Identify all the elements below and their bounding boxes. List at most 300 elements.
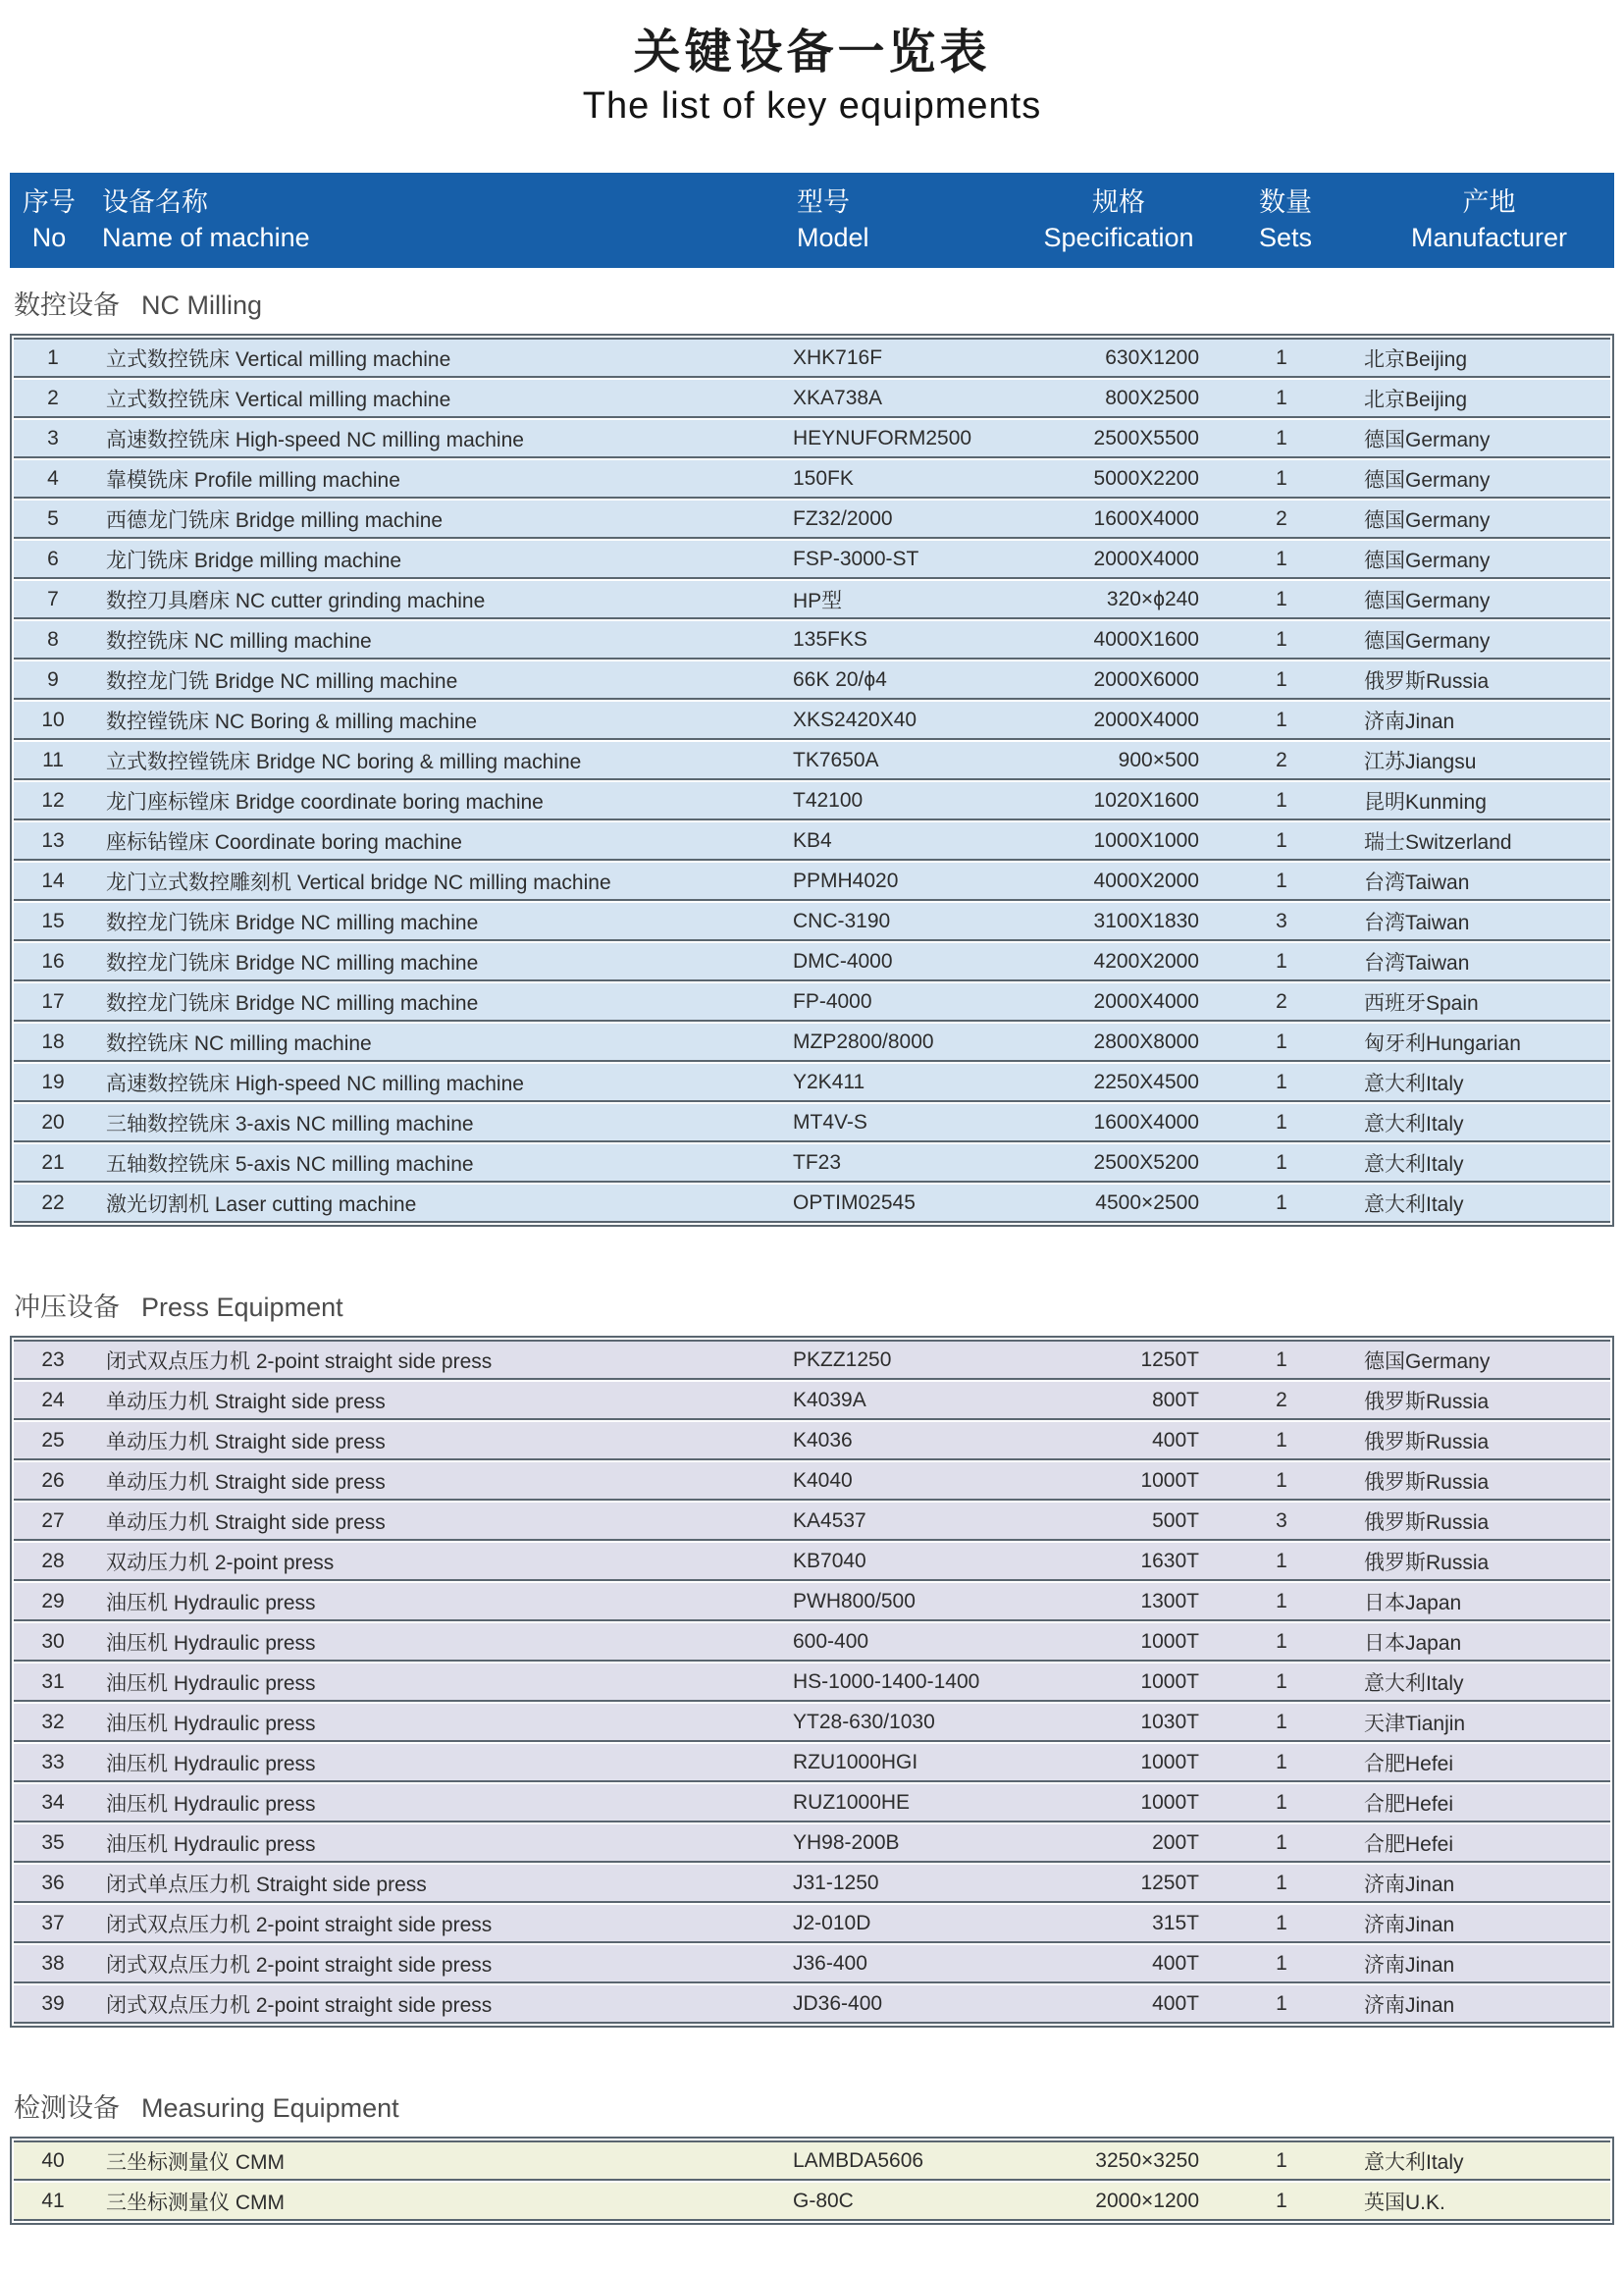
equipment-section <box>10 1286 1614 2028</box>
row-number: 11 <box>42 748 64 771</box>
machine-model: HS-1000-1400-1400 <box>793 1669 980 1693</box>
machine-manufacturer: 天津Tianjin <box>1364 1712 1466 1735</box>
machine-name: 三坐标测量仪 CMM <box>106 2191 285 2214</box>
machine-specification: 800X2500 <box>1105 386 1199 409</box>
machine-specification: 320×ϕ240 <box>1106 587 1199 610</box>
table-header-row <box>10 173 1614 268</box>
machine-name: 西德龙门铣床 Bridge milling machine <box>106 508 444 532</box>
machine-manufacturer: 德国Germany <box>1364 1349 1491 1373</box>
machine-model: XKS2420X40 <box>793 708 917 731</box>
machine-specification: 1000T <box>1140 1790 1199 1814</box>
machine-name: 双动压力机 2-point press <box>106 1551 335 1574</box>
machine-sets: 1 <box>1276 949 1287 973</box>
page-title: 关键设备一览表 <box>633 26 991 79</box>
header-no-en: No <box>31 222 67 252</box>
header-model <box>785 185 1030 254</box>
machine-sets: 1 <box>1276 2148 1287 2172</box>
machine-sets: 2 <box>1276 1388 1287 1411</box>
machine-name: 数控龙门铣床 Bridge NC milling machine <box>106 951 479 975</box>
section-label-cn: 数控设备 <box>14 290 120 320</box>
machine-model: FP-4000 <box>793 989 872 1013</box>
section-label-cn: 检测设备 <box>14 2093 120 2123</box>
machine-name: 激光切割机 Laser cutting machine <box>106 1192 417 1216</box>
machine-model: DMC-4000 <box>793 949 893 973</box>
machine-specification: 4500×2500 <box>1095 1190 1199 1214</box>
machine-manufacturer: 意大利Italy <box>1364 1671 1464 1695</box>
machine-sets: 1 <box>1276 1830 1287 1854</box>
machine-sets: 1 <box>1276 1991 1287 2015</box>
machine-manufacturer: 俄罗斯Russia <box>1364 1510 1490 1534</box>
header-no-cn: 序号 <box>23 187 76 218</box>
machine-sets: 1 <box>1276 1871 1287 1894</box>
machine-specification: 4000X2000 <box>1093 869 1199 892</box>
row-number: 20 <box>41 1110 65 1134</box>
machine-specification: 1000T <box>1140 1629 1199 1653</box>
row-number: 22 <box>41 1190 65 1214</box>
table-row <box>14 460 1610 499</box>
machine-manufacturer: 德国Germany <box>1364 629 1491 653</box>
section-label-en: Press Equipment <box>141 1293 343 1322</box>
machine-sets: 1 <box>1276 345 1287 369</box>
machine-manufacturer: 英国U.K. <box>1364 2191 1445 2214</box>
machine-model: TK7650A <box>793 748 879 771</box>
header-spec-en: Specification <box>1043 222 1194 252</box>
machine-model: 135FKS <box>793 627 867 651</box>
machine-name: 五轴数控铣床 5-axis NC milling machine <box>106 1152 474 1176</box>
machine-sets: 2 <box>1276 506 1287 530</box>
machine-model: K4036 <box>793 1428 853 1452</box>
machine-sets: 1 <box>1276 466 1287 490</box>
machine-name: 闭式双点压力机 2-point straight side press <box>106 1993 493 2017</box>
machine-model: J36-400 <box>793 1951 867 1975</box>
header-model-en: Model <box>797 222 869 252</box>
machine-specification: 2000×1200 <box>1095 2189 1199 2212</box>
machine-name: 闭式双点压力机 2-point straight side press <box>106 1913 493 1936</box>
machine-model: J31-1250 <box>793 1871 879 1894</box>
machine-name: 单动压力机 Straight side press <box>106 1430 386 1453</box>
table-row <box>14 2140 1610 2181</box>
machine-specification: 400T <box>1152 1991 1199 2015</box>
row-number: 37 <box>41 1911 65 1934</box>
machine-model: OPTIM02545 <box>793 1190 916 1214</box>
row-number: 21 <box>41 1150 65 1174</box>
machine-manufacturer: 意大利Italy <box>1364 1112 1464 1136</box>
section-label <box>10 2086 1614 2125</box>
machine-name: 单动压力机 Straight side press <box>106 1390 386 1413</box>
header-name <box>88 185 785 254</box>
table-row <box>14 742 1610 780</box>
machine-name: 立式数控铣床 Vertical milling machine <box>106 388 451 411</box>
machine-model: PPMH4020 <box>793 869 899 892</box>
machine-specification: 1030T <box>1140 1710 1199 1733</box>
table-row <box>14 2183 1610 2221</box>
table-row <box>14 1340 1610 1380</box>
machine-specification: 1630T <box>1140 1549 1199 1572</box>
machine-sets: 1 <box>1276 627 1287 651</box>
section-table <box>10 1336 1614 2028</box>
table-row <box>14 863 1610 901</box>
machine-model: LAMBDA5606 <box>793 2148 924 2172</box>
machine-specification: 1250T <box>1140 1347 1199 1371</box>
machine-name: 高速数控铣床 High-speed NC milling machine <box>106 428 524 451</box>
machine-specification: 1000T <box>1140 1750 1199 1773</box>
machine-manufacturer: 俄罗斯Russia <box>1364 1551 1490 1574</box>
machine-sets: 1 <box>1276 1911 1287 1934</box>
machine-manufacturer: 意大利Italy <box>1364 2150 1464 2174</box>
header-sets-cn: 数量 <box>1259 187 1312 218</box>
machine-model: PWH800/500 <box>793 1589 916 1612</box>
machine-manufacturer: 合肥Hefei <box>1364 1752 1454 1775</box>
machine-manufacturer: 西班牙Spain <box>1364 991 1479 1015</box>
table-row <box>14 541 1610 579</box>
machine-model: J2-010D <box>793 1911 871 1934</box>
machine-model: XHK716F <box>793 345 883 369</box>
row-number: 15 <box>41 909 65 932</box>
machine-name: 数控龙门铣床 Bridge NC milling machine <box>106 911 479 934</box>
header-no <box>10 185 88 254</box>
machine-name: 座标钻镗床 Coordinate boring machine <box>106 830 462 854</box>
row-number: 40 <box>41 2148 65 2172</box>
machine-manufacturer: 台湾Taiwan <box>1364 951 1470 975</box>
machine-manufacturer: 德国Germany <box>1364 589 1491 612</box>
section-table <box>10 2137 1614 2225</box>
machine-name: 数控龙门铣 Bridge NC milling machine <box>106 669 458 693</box>
machine-specification: 2250X4500 <box>1093 1070 1199 1093</box>
machine-model: YH98-200B <box>793 1830 900 1854</box>
machine-model: KB7040 <box>793 1549 866 1572</box>
machine-model: T42100 <box>793 788 864 812</box>
machine-specification: 2000X6000 <box>1093 667 1199 691</box>
machine-sets: 1 <box>1276 1468 1287 1492</box>
section-label-cn: 冲压设备 <box>14 1293 120 1322</box>
row-number: 13 <box>41 828 65 852</box>
machine-name: 闭式双点压力机 2-point straight side press <box>106 1349 493 1373</box>
machine-model: MT4V-S <box>793 1110 867 1134</box>
row-number: 32 <box>41 1710 65 1733</box>
machine-specification: 200T <box>1152 1830 1199 1854</box>
section-table <box>10 334 1614 1227</box>
machine-name: 三坐标测量仪 CMM <box>106 2150 285 2174</box>
machine-sets: 1 <box>1276 1070 1287 1093</box>
table-row <box>14 903 1610 941</box>
header-model-cn: 型号 <box>797 187 850 218</box>
machine-manufacturer: 济南Jinan <box>1364 1873 1455 1896</box>
machine-name: 单动压力机 Straight side press <box>106 1470 386 1494</box>
table-row <box>14 983 1610 1022</box>
row-number: 7 <box>47 587 59 610</box>
row-number: 6 <box>47 547 59 570</box>
machine-model: MZP2800/8000 <box>793 1030 934 1053</box>
machine-name: 闭式双点压力机 2-point straight side press <box>106 1953 493 1977</box>
section-label <box>10 1286 1614 1324</box>
row-number: 33 <box>41 1750 65 1773</box>
table-row <box>14 1623 1610 1662</box>
machine-sets: 1 <box>1276 667 1287 691</box>
machine-name: 数控铣床 NC milling machine <box>106 629 372 653</box>
row-number: 3 <box>47 426 59 449</box>
table-row <box>14 1144 1610 1183</box>
machine-sets: 2 <box>1276 748 1287 771</box>
equipment-sections <box>10 284 1614 2225</box>
machine-model: FSP-3000-ST <box>793 547 919 570</box>
machine-specification: 400T <box>1152 1428 1199 1452</box>
row-number: 16 <box>41 949 65 973</box>
machine-specification: 4000X1600 <box>1093 627 1199 651</box>
machine-manufacturer: 匈牙利Hungarian <box>1364 1031 1521 1055</box>
machine-sets: 1 <box>1276 1951 1287 1975</box>
machine-manufacturer: 德国Germany <box>1364 508 1491 532</box>
machine-manufacturer: 俄罗斯Russia <box>1364 1430 1490 1453</box>
header-manufacturer-cn: 产地 <box>1462 187 1516 218</box>
machine-manufacturer: 瑞士Switzerland <box>1364 830 1512 854</box>
machine-specification: 2500X5200 <box>1093 1150 1199 1174</box>
machine-model: G-80C <box>793 2189 854 2212</box>
table-row <box>14 1064 1610 1102</box>
machine-model: FZ32/2000 <box>793 506 893 530</box>
document-page <box>0 14 1624 2225</box>
machine-model: K4040 <box>793 1468 853 1492</box>
machine-name: 油压机 Hydraulic press <box>106 1832 316 1856</box>
machine-manufacturer: 台湾Taiwan <box>1364 871 1470 894</box>
machine-model: CNC-3190 <box>793 909 891 932</box>
row-number: 34 <box>41 1790 65 1814</box>
table-row <box>14 1945 1610 1983</box>
header-sets-en: Sets <box>1258 222 1313 252</box>
machine-sets: 1 <box>1276 1669 1287 1693</box>
machine-sets: 3 <box>1276 1508 1287 1532</box>
equipment-section <box>10 284 1614 1227</box>
row-number: 25 <box>41 1428 65 1452</box>
table-row <box>14 1503 1610 1541</box>
row-number: 35 <box>41 1830 65 1854</box>
machine-sets: 1 <box>1276 1190 1287 1214</box>
machine-sets: 1 <box>1276 1150 1287 1174</box>
machine-model: RUZ1000HE <box>793 1790 911 1814</box>
machine-specification: 2800X8000 <box>1093 1030 1199 1053</box>
row-number: 19 <box>41 1070 65 1093</box>
machine-manufacturer: 意大利Italy <box>1364 1152 1464 1176</box>
machine-model: K4039A <box>793 1388 866 1411</box>
section-label-en: Measuring Equipment <box>141 2093 399 2123</box>
row-number: 29 <box>41 1589 65 1612</box>
row-number: 27 <box>41 1508 65 1532</box>
machine-specification: 800T <box>1152 1388 1199 1411</box>
machine-specification: 500T <box>1152 1508 1199 1532</box>
machine-manufacturer: 济南Jinan <box>1364 710 1455 733</box>
table-row <box>14 338 1610 378</box>
machine-manufacturer: 日本Japan <box>1364 1591 1462 1614</box>
table-row <box>14 1024 1610 1062</box>
machine-model: PKZZ1250 <box>793 1347 892 1371</box>
machine-name: 油压机 Hydraulic press <box>106 1671 316 1695</box>
machine-sets: 3 <box>1276 909 1287 932</box>
machine-specification: 1250T <box>1140 1871 1199 1894</box>
table-row <box>14 1865 1610 1903</box>
machine-manufacturer: 合肥Hefei <box>1364 1832 1454 1856</box>
machine-sets: 1 <box>1276 1790 1287 1814</box>
machine-manufacturer: 昆明Kunming <box>1364 790 1487 814</box>
table-row <box>14 1543 1610 1581</box>
row-number: 8 <box>47 627 59 651</box>
row-number: 2 <box>47 386 59 409</box>
machine-sets: 2 <box>1276 989 1287 1013</box>
machine-specification: 1300T <box>1140 1589 1199 1612</box>
row-number: 4 <box>47 466 59 490</box>
table-row <box>14 1422 1610 1460</box>
machine-name: 油压机 Hydraulic press <box>106 1712 316 1735</box>
machine-manufacturer: 德国Germany <box>1364 428 1491 451</box>
table-row <box>14 1704 1610 1742</box>
machine-specification: 400T <box>1152 1951 1199 1975</box>
machine-model: RZU1000HGI <box>793 1750 918 1773</box>
machine-name: 数控刀具磨床 NC cutter grinding machine <box>106 589 486 612</box>
machine-model: XKA738A <box>793 386 883 409</box>
machine-manufacturer: 济南Jinan <box>1364 1993 1455 2017</box>
page-subtitle: The list of key equipments <box>582 85 1042 127</box>
machine-name: 高速数控铣床 High-speed NC milling machine <box>106 1072 524 1095</box>
machine-manufacturer: 德国Germany <box>1364 549 1491 572</box>
machine-name: 龙门立式数控雕刻机 Vertical bridge NC milling machine <box>106 871 611 894</box>
machine-sets: 1 <box>1276 788 1287 812</box>
machine-manufacturer: 日本Japan <box>1364 1631 1462 1655</box>
header-name-en: Name of machine <box>102 222 310 252</box>
row-number: 23 <box>41 1347 65 1371</box>
row-number: 18 <box>41 1030 65 1053</box>
machine-sets: 1 <box>1276 426 1287 449</box>
row-number: 10 <box>41 708 65 731</box>
machine-model: 600-400 <box>793 1629 869 1653</box>
header-manufacturer-en: Manufacturer <box>1410 222 1568 252</box>
machine-manufacturer: 合肥Hefei <box>1364 1792 1454 1816</box>
machine-sets: 1 <box>1276 1750 1287 1773</box>
machine-specification: 1000T <box>1140 1669 1199 1693</box>
table-row <box>14 661 1610 700</box>
table-row <box>14 621 1610 660</box>
machine-name: 靠模铣床 Profile milling machine <box>106 468 400 492</box>
machine-specification: 2000X4000 <box>1093 989 1199 1013</box>
machine-manufacturer: 俄罗斯Russia <box>1364 1390 1490 1413</box>
machine-manufacturer: 江苏Jiangsu <box>1364 750 1477 773</box>
row-number: 39 <box>41 1991 65 2015</box>
machine-model: YT28-630/1030 <box>793 1710 935 1733</box>
row-number: 38 <box>41 1951 65 1975</box>
row-number: 36 <box>41 1871 65 1894</box>
machine-specification: 630X1200 <box>1105 345 1199 369</box>
table-row <box>14 1905 1610 1943</box>
row-number: 1 <box>47 345 59 369</box>
machine-manufacturer: 俄罗斯Russia <box>1364 1470 1490 1494</box>
machine-specification: 3100X1830 <box>1093 909 1199 932</box>
row-number: 24 <box>41 1388 65 1411</box>
table-row <box>14 1583 1610 1621</box>
row-number: 12 <box>41 788 65 812</box>
machine-sets: 1 <box>1276 708 1287 731</box>
machine-model: TF23 <box>793 1150 842 1174</box>
machine-model: HP型 <box>793 589 843 612</box>
header-name-cn: 设备名称 <box>102 187 208 218</box>
row-number: 26 <box>41 1468 65 1492</box>
table-row <box>14 1382 1610 1420</box>
machine-name: 立式数控铣床 Vertical milling machine <box>106 347 451 371</box>
machine-specification: 3250×3250 <box>1095 2148 1199 2172</box>
machine-sets: 1 <box>1276 1030 1287 1053</box>
machine-model: 150FK <box>793 466 854 490</box>
machine-sets: 1 <box>1276 869 1287 892</box>
machine-name: 龙门铣床 Bridge milling machine <box>106 549 402 572</box>
machine-sets: 1 <box>1276 587 1287 610</box>
machine-sets: 1 <box>1276 1347 1287 1371</box>
machine-name: 三轴数控铣床 3-axis NC milling machine <box>106 1112 474 1136</box>
machine-specification: 1000T <box>1140 1468 1199 1492</box>
machine-sets: 1 <box>1276 828 1287 852</box>
row-number: 9 <box>47 667 59 691</box>
machine-model: KB4 <box>793 828 832 852</box>
machine-specification: 1000X1000 <box>1093 828 1199 852</box>
machine-specification: 1020X1600 <box>1093 788 1199 812</box>
table-row <box>14 1664 1610 1702</box>
machine-name: 油压机 Hydraulic press <box>106 1591 316 1614</box>
machine-specification: 2500X5500 <box>1093 426 1199 449</box>
machine-sets: 1 <box>1276 1428 1287 1452</box>
table-row <box>14 1462 1610 1501</box>
header-spec-cn: 规格 <box>1092 187 1145 218</box>
machine-specification: 900×500 <box>1118 748 1199 771</box>
row-number: 17 <box>41 989 65 1013</box>
machine-sets: 1 <box>1276 1629 1287 1653</box>
table-row <box>14 1104 1610 1142</box>
machine-name: 龙门座标镗床 Bridge coordinate boring machine <box>106 790 544 814</box>
machine-name: 油压机 Hydraulic press <box>106 1792 316 1816</box>
header-spec <box>1030 185 1207 254</box>
section-label <box>10 284 1614 322</box>
table-row <box>14 1784 1610 1822</box>
machine-manufacturer: 济南Jinan <box>1364 1953 1455 1977</box>
machine-manufacturer: 北京Beijing <box>1364 388 1468 411</box>
machine-manufacturer: 台湾Taiwan <box>1364 911 1470 934</box>
machine-model: KA4537 <box>793 1508 866 1532</box>
table-row <box>14 1185 1610 1223</box>
row-number: 30 <box>41 1629 65 1653</box>
table-row <box>14 702 1610 740</box>
row-number: 41 <box>41 2189 65 2212</box>
machine-model: 66K 20/ϕ4 <box>793 667 887 691</box>
header-manufacturer <box>1364 185 1614 254</box>
machine-specification: 315T <box>1152 1911 1199 1934</box>
machine-name: 油压机 Hydraulic press <box>106 1631 316 1655</box>
machine-sets: 1 <box>1276 1110 1287 1134</box>
table-row <box>14 782 1610 820</box>
machine-specification: 1600X4000 <box>1093 506 1199 530</box>
machine-manufacturer: 意大利Italy <box>1364 1192 1464 1216</box>
table-row <box>14 822 1610 861</box>
equipment-section <box>10 2086 1614 2225</box>
row-number: 31 <box>41 1669 65 1693</box>
row-number: 5 <box>47 506 59 530</box>
machine-specification: 2000X4000 <box>1093 547 1199 570</box>
machine-sets: 1 <box>1276 547 1287 570</box>
machine-manufacturer: 意大利Italy <box>1364 1072 1464 1095</box>
machine-sets: 1 <box>1276 1710 1287 1733</box>
machine-manufacturer: 俄罗斯Russia <box>1364 669 1490 693</box>
machine-model: Y2K411 <box>793 1070 865 1093</box>
machine-manufacturer: 北京Beijing <box>1364 347 1468 371</box>
machine-specification: 5000X2200 <box>1093 466 1199 490</box>
machine-name: 闭式单点压力机 Straight side press <box>106 1873 427 1896</box>
machine-name: 数控镗铣床 NC Boring & milling machine <box>106 710 478 733</box>
table-row <box>14 501 1610 539</box>
machine-specification: 2000X4000 <box>1093 708 1199 731</box>
section-label-en: NC Milling <box>141 290 263 320</box>
